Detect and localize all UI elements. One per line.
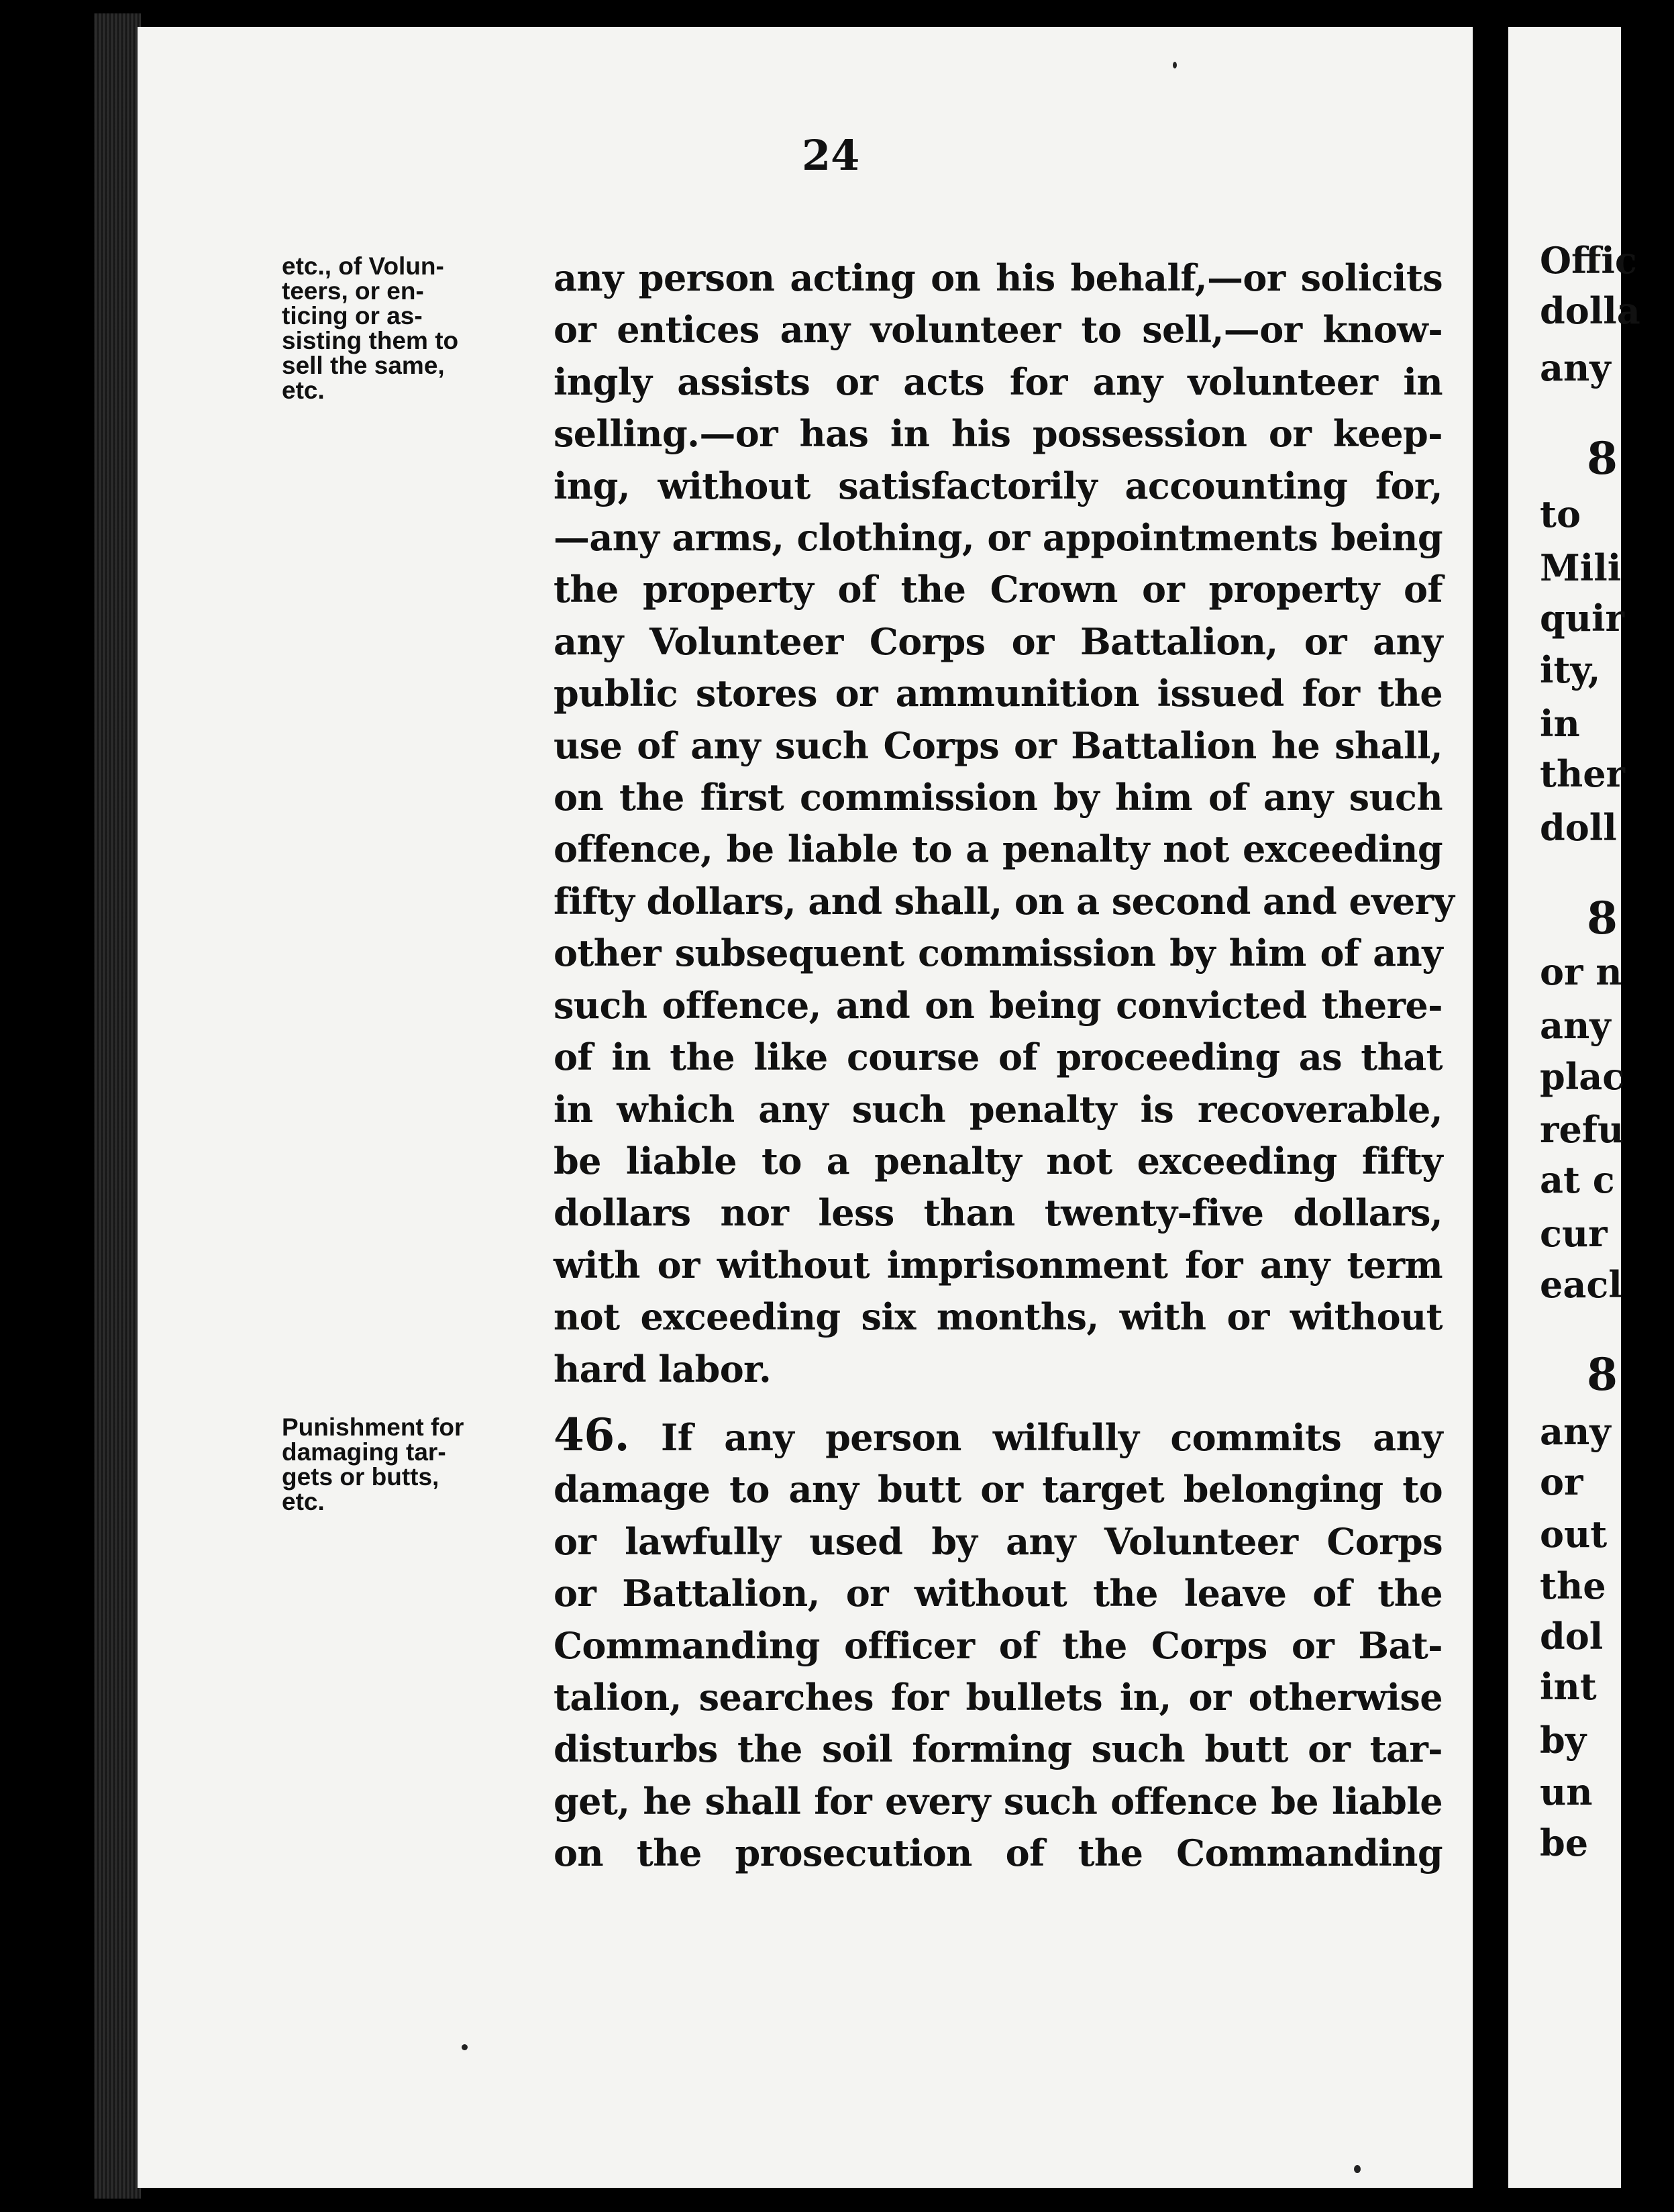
text-line: or entices any volunteer to sell,—or know-: [554, 308, 1443, 352]
text-line: with or without imprisonment for any term: [554, 1243, 1443, 1287]
right-page-fragment: int: [1540, 1665, 1597, 1708]
section-46: [554, 1409, 1443, 1880]
right-page-fragment: quir: [1540, 597, 1624, 640]
text-line: of in the like course of proceeding as that: [554, 1036, 1443, 1079]
margin-note-line: sisting them to: [282, 327, 459, 354]
right-page-fragment: to: [1540, 493, 1581, 536]
right-page-fragment: refu: [1540, 1108, 1624, 1151]
right-page-fragment: 8: [1587, 432, 1618, 485]
page-number: 24: [802, 131, 860, 180]
right-page-fragment: at c: [1540, 1158, 1615, 1201]
text-line: the property of the Crown or property of: [554, 568, 1443, 611]
margin-note-line: damaging tar-: [282, 1438, 446, 1466]
paragraph-continuation: [554, 252, 1455, 1395]
right-page-fragment: 8: [1587, 892, 1618, 944]
right-page-fragment: the: [1540, 1564, 1606, 1607]
text-line: or lawfully used by any Volunteer Corps: [554, 1519, 1443, 1563]
text-line: such offence, and on being convicted there-: [554, 983, 1443, 1027]
right-page-fragment: be: [1540, 1821, 1589, 1864]
text-line: on the first commission by him of any such: [554, 776, 1443, 819]
margin-note-line: sell the same,: [282, 352, 445, 379]
scan-speck: [1354, 2165, 1361, 2173]
text-line: get, he shall for every such offence be liable: [554, 1779, 1443, 1823]
right-page-fragment: in: [1540, 702, 1580, 745]
text-line: other subsequent commission by him of any: [554, 932, 1443, 975]
margin-note-line: etc.: [282, 376, 325, 404]
right-page-fragment: or: [1540, 1460, 1583, 1503]
section-46-first-line: [554, 1409, 1443, 1464]
text-line: hard labor.: [554, 1347, 772, 1391]
text-line: talion, searches for bullets in, or otherwise: [554, 1676, 1443, 1719]
book-binding-edge: [94, 13, 141, 2199]
page-gutter: [1473, 0, 1508, 2212]
text-line: —any arms, clothing, or appointments being: [554, 516, 1443, 560]
right-page-fragment: doll: [1540, 806, 1617, 849]
right-page-fragment: ther: [1540, 752, 1626, 795]
text-line: any Volunteer Corps or Battalion, or any: [554, 619, 1443, 663]
text-line: public stores or ammunition issued for the: [554, 672, 1443, 715]
margin-note-line: etc., of Volun-: [282, 252, 444, 280]
right-page-fragment: any: [1540, 1004, 1611, 1047]
scan-speck: [462, 2044, 468, 2050]
text-line: offence, be liable to a penalty not exceeding: [554, 827, 1443, 871]
right-page-fragment: or n: [1540, 950, 1622, 993]
right-page-fragment: dolla: [1540, 289, 1640, 332]
text-line: in which any such penalty is recoverable,: [554, 1087, 1443, 1131]
margin-note-line: gets or butts,: [282, 1463, 439, 1491]
right-page-fragment: any: [1540, 1410, 1611, 1453]
text-line: any person acting on his behalf,—or solicits: [554, 256, 1443, 299]
right-page-fragment: Mili: [1540, 546, 1622, 589]
margin-note-damaging-targets: [282, 1415, 537, 1514]
margin-note-line: ticing or as-: [282, 302, 423, 330]
text-line: or Battalion, or without the leave of the: [554, 1572, 1443, 1615]
text-line: be liable to a penalty not exceeding fifty: [554, 1139, 1443, 1183]
right-page-fragment: ity,: [1540, 648, 1601, 691]
margin-note-line: etc.: [282, 1488, 325, 1515]
margin-note-sale-of-arms: [282, 254, 537, 403]
text-line: selling.—or has in his possession or keep-: [554, 412, 1443, 456]
right-page-fragment: 8: [1587, 1348, 1618, 1401]
section-number: 46.: [554, 1409, 630, 1461]
margin-note-line: teers, or en-: [282, 277, 424, 305]
text-line: damage to any butt or target belonging to: [554, 1468, 1443, 1511]
text-line: ingly assists or acts for any volunteer in: [554, 360, 1443, 403]
right-page-fragment: out: [1540, 1513, 1608, 1556]
text-line: on the prosecution of the Commanding: [554, 1831, 1443, 1875]
right-page-fragment: Offic: [1540, 239, 1637, 282]
right-page-fragment: by: [1540, 1719, 1587, 1762]
scan-speck: [1173, 62, 1177, 68]
right-page-fragment: dol: [1540, 1615, 1604, 1658]
text-line: disturbs the soil forming such butt or tar-: [554, 1727, 1443, 1771]
text-line: fifty dollars, and shall, on a second and every: [554, 879, 1455, 923]
text-line: Commanding officer of the Corps or Bat-: [554, 1623, 1443, 1667]
text-line: use of any such Corps or Battalion he shall,: [554, 723, 1443, 767]
right-page-fragment: un: [1540, 1770, 1593, 1813]
text-line: ing, without satisfactorily accounting for,: [554, 464, 1443, 507]
text-line: If any person wilfully commits any: [661, 1416, 1443, 1459]
right-page-fragment: any: [1540, 346, 1611, 389]
right-page-fragment: eacl: [1540, 1263, 1622, 1306]
right-page-fragment: plac: [1540, 1055, 1625, 1098]
text-line: not exceeding six months, with or without: [554, 1295, 1443, 1339]
margin-note-line: Punishment for: [282, 1413, 464, 1441]
right-page-fragment: cur: [1540, 1212, 1608, 1255]
text-line: dollars nor less than twenty-five dollars,: [554, 1191, 1443, 1235]
